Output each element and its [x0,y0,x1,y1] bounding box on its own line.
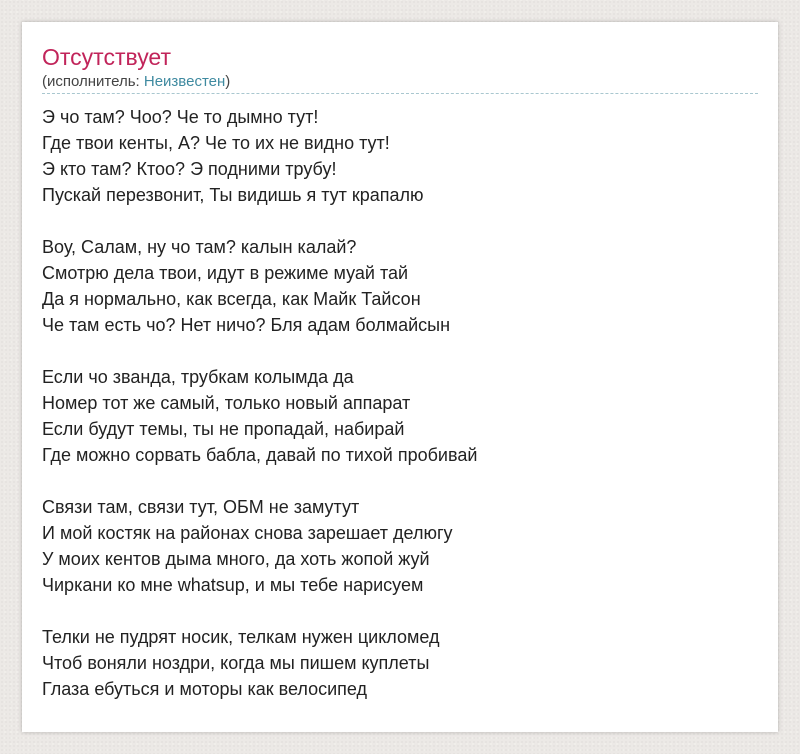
lyric-line: Телки не пудрят носик, телкам нужен цикломед [42,627,440,647]
lyric-line: Где можно сорвать бабла, давай по тихой пробивай [42,445,478,465]
lyric-line: Глаза ебуться и моторы как велосипед [42,679,368,699]
lyrics-stanza [42,104,758,208]
artist-prefix: (исполнитель: [42,73,144,90]
lyric-line: Э чо там? Чоо? Че то дымно тут! [42,107,319,127]
lyric-line: Где твои кенты, А? Че то их не видно тут! [42,133,390,153]
lyrics-body [42,104,758,728]
lyric-line: Смотрю дела твои, идут в режиме муай тай [42,263,409,283]
lyric-line: Номер тот же самый, только новый аппарат [42,393,411,413]
artist-suffix: ) [225,73,231,90]
lyric-line: Э кто там? Ктоо? Э подними трубу! [42,159,337,179]
lyrics-card [22,22,778,732]
lyric-line: Че там есть чо? Нет ничо? Бля адам болмайсын [42,315,451,335]
lyric-line: И мой костяк на районах снова зарешает делюгу [42,523,453,543]
lyric-line: Да я нормально, как всегда, как Майк Тайсон [42,289,421,309]
lyric-line: Чиркани ко мне whatsup, и мы тебе нарисуем [42,575,424,595]
lyric-line: Воу, Салам, ну чо там? калын калай? [42,237,357,257]
lyrics-stanza [42,624,758,702]
lyric-line: Если чо званда, трубкам колымда да [42,367,354,387]
title-divider [42,93,758,94]
lyrics-stanza [42,364,758,468]
lyric-line: Связи там, связи тут, ОБМ не замутут [42,497,360,517]
lyric-line: Чтоб воняли ноздри, когда мы пишем куплеты [42,653,430,673]
artist-link[interactable]: Неизвестен [143,73,226,90]
lyric-line: Пускай перезвонит, Ты видишь я тут крапалю [42,185,424,205]
artist-line [42,73,230,91]
lyrics-stanza [42,234,758,338]
song-title: Отсутствует [42,44,171,70]
lyric-line: У моих кентов дыма много, да хоть жопой жуй [42,549,430,569]
lyric-line: Если будут темы, ты не пропадай, набирай [42,419,405,439]
lyrics-stanza [42,494,758,598]
